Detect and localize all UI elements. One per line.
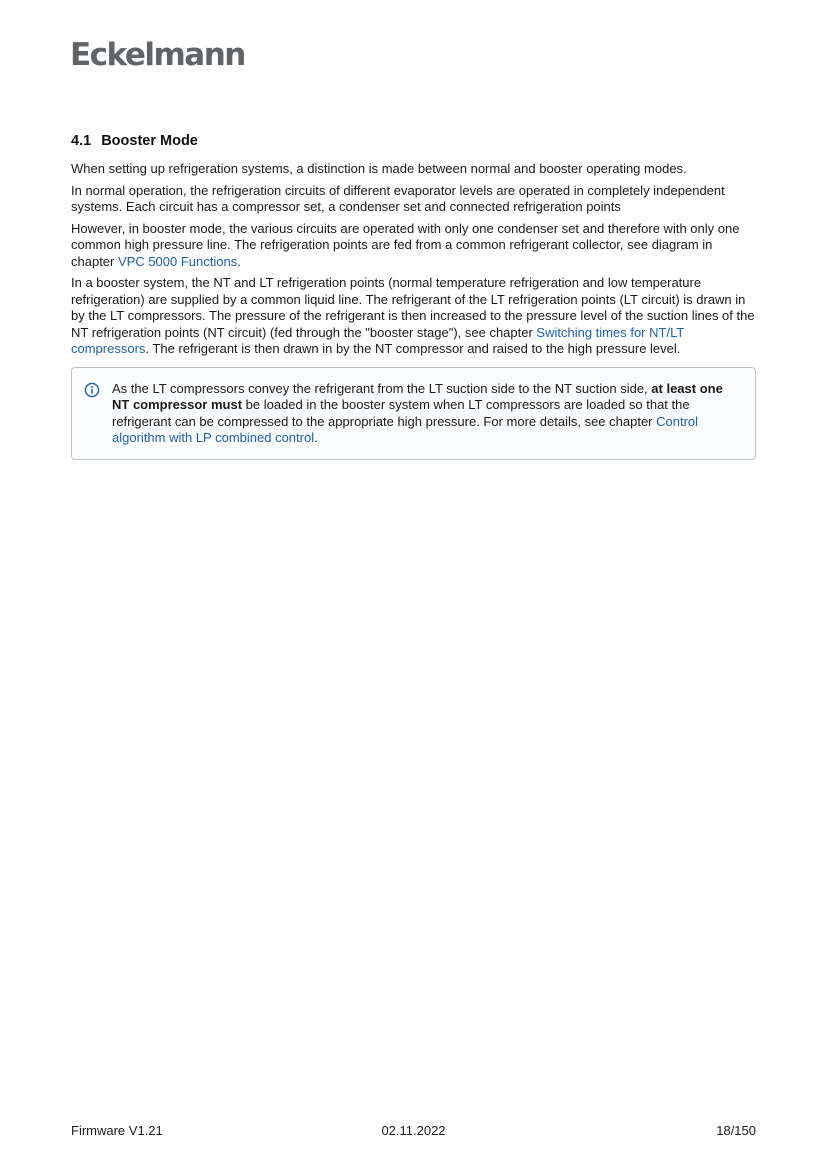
- section-heading: [71, 133, 756, 149]
- note-bold-text: at least one NT compressor must: [112, 380, 723, 412]
- paragraph-text-end: . The refrigerant is then drawn in by the NT compressor and raised to the high pressure level.: [145, 341, 681, 356]
- note-text: [112, 381, 741, 447]
- footer-page-number: 18/150: [716, 1123, 756, 1138]
- info-note-box: [71, 367, 756, 460]
- paragraph-booster-system: [71, 275, 756, 358]
- main-content: [71, 133, 756, 460]
- paragraph-booster-mode: [71, 221, 756, 271]
- note-text-end: .: [314, 430, 318, 445]
- footer-firmware-version: Firmware V1.21: [71, 1123, 163, 1138]
- paragraph-intro: When setting up refrigeration systems, a distinction is made between normal and booster operating modes.: [71, 161, 687, 176]
- link-vpc-5000-functions[interactable]: VPC 5000 Functions: [117, 253, 238, 269]
- eckelmann-logo: Eckelmann: [70, 37, 245, 73]
- link-control-algorithm[interactable]: Control algorithm with LP combined control: [112, 413, 699, 445]
- section-number: 4.1: [71, 133, 92, 149]
- footer-date: 02.11.2022: [381, 1123, 446, 1138]
- link-switching-times[interactable]: Switching times for NT/LT compressors: [71, 324, 685, 356]
- paragraph-text-end: .: [237, 253, 241, 269]
- paragraph-text: In a booster system, the NT and LT refrigeration points (normal temperature refrigeration and low temperature refrigeration) are supplied by a common liquid line. The refrigerant of the LT refrigeration points (LT circuit) is drawn in by the LT compressors. The pressure of the refrigerant is then increased to the pressure level of the suction lines of the NT refrigeration points (NT circuit) (fed through the "booster stage"), see chapter: [71, 275, 755, 340]
- section-title: Booster Mode: [101, 133, 198, 149]
- note-text-after: be loaded in the booster system when LT compressors are loaded so that the refrigerant can be compressed to the appropriate high pressure. For more details, see chapter: [112, 397, 690, 429]
- paragraph-normal-operation: In normal operation, the refrigeration circuits of different evaporator levels are operated in completely independent systems. Each circuit has a compressor set, a condenser set and connected refrigeration points: [71, 182, 725, 214]
- paragraph-text: However, in booster mode, the various circuits are operated with only one condenser set and therefore with only one common high pressure line. The refrigeration points are fed from a common refrigerant collector, see diagram in chapter: [71, 220, 740, 269]
- note-text-before: As the LT compressors convey the refrigerant from the LT suction side to the NT suction side,: [112, 380, 652, 396]
- info-icon: [84, 382, 100, 398]
